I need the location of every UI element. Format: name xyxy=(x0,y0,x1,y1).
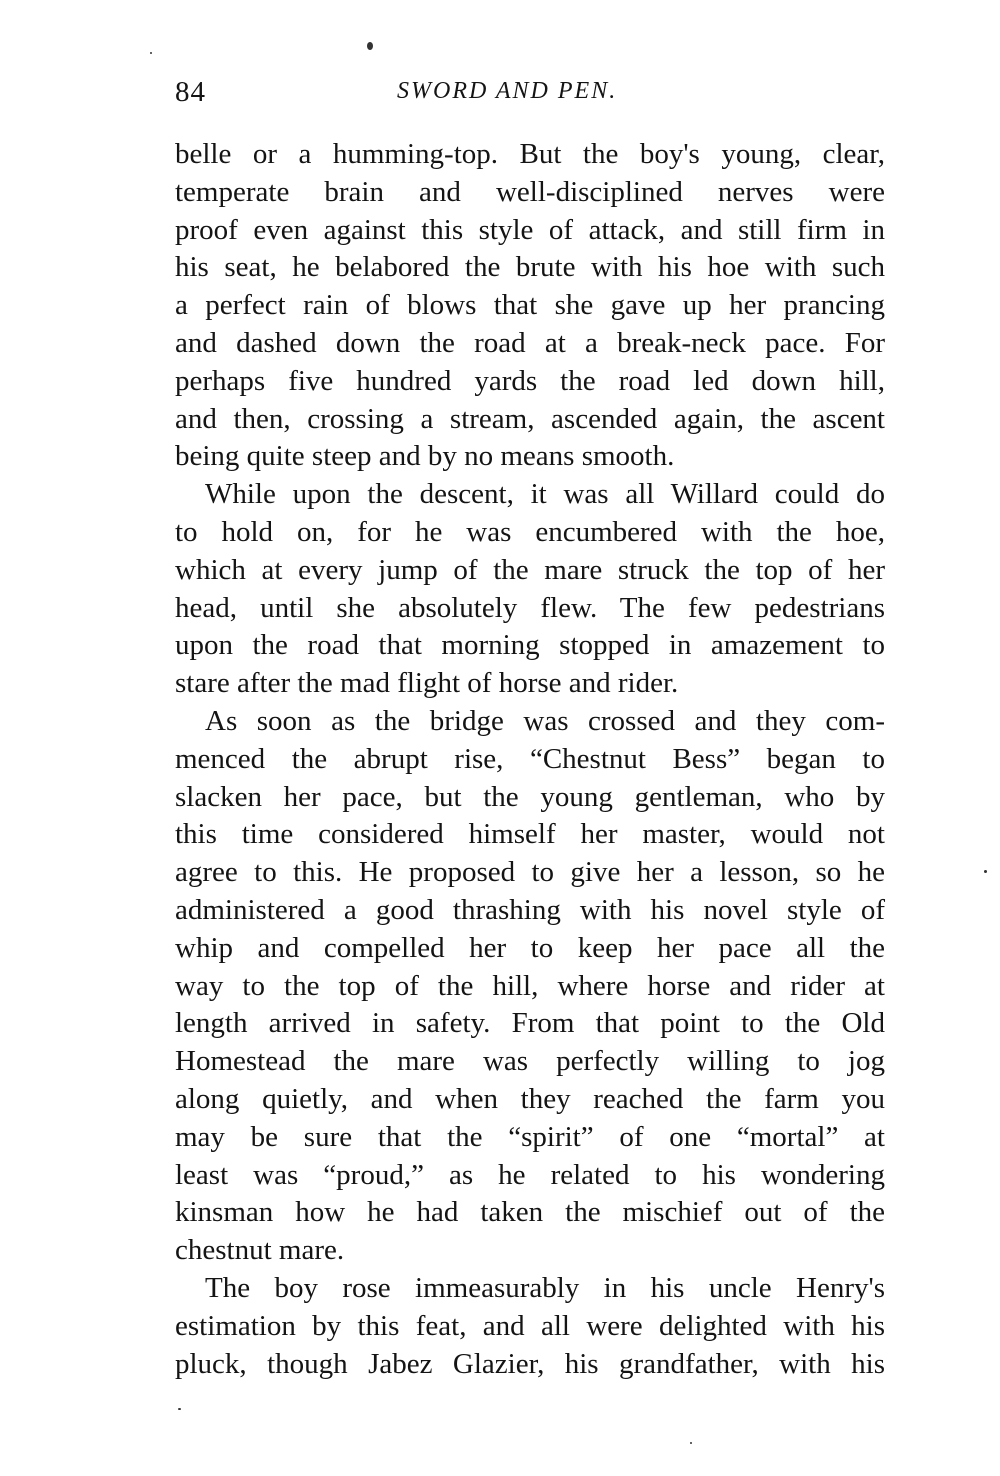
paragraph xyxy=(175,703,885,1270)
paragraph xyxy=(175,476,885,703)
text-line: head, until she absolutely flew. The few pedestrians xyxy=(175,591,885,624)
page-header xyxy=(175,76,887,116)
text-line: least was “proud,” as he related to his wondering xyxy=(175,1158,885,1191)
text-line: being quite steep and by no means smooth. xyxy=(175,440,675,473)
running-title: SWORD AND PEN. xyxy=(397,78,618,104)
ink-speck xyxy=(178,1408,181,1410)
paragraph xyxy=(175,1270,885,1383)
body-text xyxy=(175,136,885,1383)
text-line: along quietly, and when they reached the farm you xyxy=(175,1082,885,1115)
text-line: and then, crossing a stream, ascended again, the ascent xyxy=(175,402,885,435)
text-line: Homestead the mare was perfectly willing to jog xyxy=(175,1045,885,1078)
ink-speck xyxy=(150,52,152,54)
text-line: perhaps five hundred yards the road led down hill, xyxy=(175,364,885,397)
text-line: pluck, though Jabez Glazier, his grandfather, with his xyxy=(175,1347,885,1380)
text-line: a perfect rain of blows that she gave up her prancing xyxy=(175,289,885,322)
text-line: this time considered himself her master, would not xyxy=(175,818,885,851)
text-line: proof even against this style of attack, and still firm in xyxy=(175,213,885,246)
text-line: and dashed down the road at a break-neck pace. For xyxy=(175,326,885,359)
text-line: estimation by this feat, and all were delighted with his xyxy=(175,1309,885,1342)
page-number: 84 xyxy=(175,76,206,108)
text-line: upon the road that morning stopped in amazement to xyxy=(175,629,885,662)
text-line: chestnut mare. xyxy=(175,1234,345,1267)
text-line: kinsman how he had taken the mischief out of the xyxy=(175,1196,885,1229)
text-line: whip and compelled her to keep her pace all the xyxy=(175,931,885,964)
text-line: menced the abrupt rise, “Chestnut Bess” began to xyxy=(175,742,885,775)
text-line: his seat, he belabored the brute with his hoe with such xyxy=(175,251,885,284)
ink-speck xyxy=(367,42,373,50)
text-line: belle or a humming-top. But the boy's young, clear, xyxy=(175,138,885,170)
ink-speck xyxy=(984,870,987,873)
text-line: temperate brain and well-disciplined nerves were xyxy=(175,175,885,208)
text-line: slacken her pace, but the young gentleman, who by xyxy=(175,780,885,813)
text-line: As soon as the bridge was crossed and they com- xyxy=(205,704,885,737)
text-line: which at every jump of the mare struck the top of her xyxy=(175,553,885,586)
ink-speck xyxy=(690,1442,692,1444)
text-line: agree to this. He proposed to give her a lesson, so he xyxy=(175,856,885,889)
text-line: to hold on, for he was encumbered with the hoe, xyxy=(175,515,885,548)
text-line: may be sure that the “spirit” of one “mortal” at xyxy=(175,1120,885,1153)
text-line: way to the top of the hill, where horse and rider at xyxy=(175,969,885,1002)
paragraph xyxy=(175,136,885,476)
text-line: stare after the mad flight of horse and rider. xyxy=(175,667,679,700)
text-line: The boy rose immeasurably in his uncle Henry's xyxy=(205,1271,885,1304)
text-line: administered a good thrashing with his novel style of xyxy=(175,893,885,926)
text-line: While upon the descent, it was all Willard could do xyxy=(205,478,885,511)
text-line: length arrived in safety. From that point to the Old xyxy=(175,1007,885,1040)
